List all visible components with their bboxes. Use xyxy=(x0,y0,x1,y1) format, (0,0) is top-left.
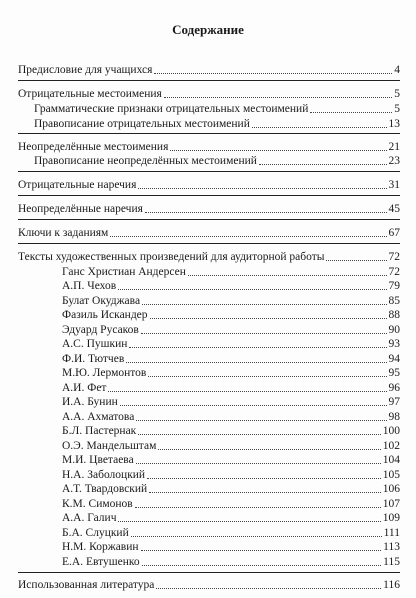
dot-leader xyxy=(118,289,386,290)
toc-entry xyxy=(62,380,400,395)
toc-entry-page: 88 xyxy=(388,309,400,321)
toc-entry-title: И.А. Бунин xyxy=(62,396,118,408)
toc-entry-page: 104 xyxy=(382,454,400,466)
toc-entry xyxy=(62,409,400,424)
toc-entry-title: Использованная литература xyxy=(18,579,155,591)
toc-entry-title: Отрицательные местоимения xyxy=(18,88,162,100)
toc-entry-page: 23 xyxy=(388,155,400,167)
dot-leader xyxy=(259,164,387,165)
dot-leader xyxy=(148,376,386,377)
toc-entry-title: Грамматические признаки отрицательных местоимений xyxy=(34,103,309,115)
toc-entry-page: 31 xyxy=(388,179,400,191)
dot-leader xyxy=(135,507,381,508)
toc-entry-page: 100 xyxy=(382,425,400,437)
toc-entry-page: 115 xyxy=(383,556,400,568)
toc-entry-page: 72 xyxy=(388,251,400,263)
toc-entry xyxy=(18,249,400,264)
toc-entry-title: Тексты художественных произведений для аудиторной работы xyxy=(18,251,325,263)
toc-entry xyxy=(62,481,400,496)
toc-entry-title: Н.А. Заболоцкий xyxy=(62,469,146,481)
toc-entry-page: 95 xyxy=(388,367,400,379)
toc-entry-title: Е.А. Евтушенко xyxy=(62,556,140,568)
toc-entry-title: Эдуард Русаков xyxy=(62,324,139,336)
toc-entry xyxy=(18,201,400,216)
toc-entry-title: А.А. Галич xyxy=(62,512,117,524)
dot-leader xyxy=(188,275,387,276)
toc-entry-page: 85 xyxy=(388,295,400,307)
toc-entry-title: Правописание отрицательных местоимений xyxy=(34,118,250,130)
dot-leader xyxy=(141,550,382,551)
toc-entry-title: О.Э. Мандельштам xyxy=(62,440,157,452)
toc-entry-page: 107 xyxy=(382,498,400,510)
dot-leader xyxy=(142,304,386,305)
toc-entry xyxy=(62,525,400,540)
dot-leader xyxy=(142,565,382,566)
toc-entry xyxy=(62,394,400,409)
toc-entry-title: Ганс Христиан Андерсен xyxy=(62,266,186,278)
toc-entry xyxy=(62,293,400,308)
toc-entry-title: Ф.И. Тютчев xyxy=(62,353,125,365)
toc-entry xyxy=(62,423,400,438)
toc-entry xyxy=(62,510,400,525)
toc-entry-title: Б.А. Слуцкий xyxy=(62,527,129,539)
toc-entry-title: Булат Окуджава xyxy=(62,295,141,307)
toc-entry-page: 79 xyxy=(388,280,400,292)
toc-entry-page: 109 xyxy=(382,512,400,524)
toc-entry-title: М.И. Цветаева xyxy=(62,454,134,466)
toc-entry-page: 45 xyxy=(388,203,400,215)
toc-entry-page: 94 xyxy=(388,353,400,365)
toc-entry-title: Отрицательные наречия xyxy=(18,179,137,191)
toc-entry xyxy=(34,116,400,131)
toc-entry xyxy=(62,467,400,482)
toc-entry xyxy=(18,86,400,101)
dot-leader xyxy=(136,420,386,421)
toc-entry-title: Н.М. Коржавин xyxy=(62,541,139,553)
section-divider xyxy=(18,195,400,196)
dot-leader xyxy=(164,97,392,98)
toc-entry-page: 67 xyxy=(388,227,400,239)
dot-leader xyxy=(108,391,386,392)
toc-entry xyxy=(62,554,400,569)
toc-entry-page: 72 xyxy=(388,266,400,278)
toc-entry-title: А.А. Ахматова xyxy=(62,411,135,423)
dot-leader xyxy=(129,347,386,348)
toc-entry-page: 21 xyxy=(388,141,400,153)
dot-leader xyxy=(310,112,392,113)
toc-entry-title: М.Ю. Лермонтов xyxy=(62,367,147,379)
toc-entry xyxy=(18,225,400,240)
toc-entry xyxy=(62,278,400,293)
dot-leader xyxy=(138,188,386,189)
toc-entry-page: 4 xyxy=(394,64,400,76)
dot-leader xyxy=(136,463,381,464)
toc-entry-title: А.Т. Твардовский xyxy=(62,483,148,495)
toc-entry xyxy=(62,336,400,351)
toc-entry-title: Предисловие для учащихся xyxy=(18,64,153,76)
dot-leader xyxy=(131,536,382,537)
section-divider xyxy=(18,243,400,244)
toc-entry-title: Ключи к заданиям xyxy=(18,227,109,239)
toc-entry-page: 5 xyxy=(394,103,400,115)
dot-leader xyxy=(141,333,387,334)
toc-entry-title: Фазиль Искандер xyxy=(62,309,148,321)
toc-entry xyxy=(62,438,400,453)
dot-leader xyxy=(126,362,386,363)
toc-entry xyxy=(62,322,400,337)
dot-leader xyxy=(120,405,387,406)
toc-entry xyxy=(18,139,400,154)
toc-entry-page: 105 xyxy=(382,469,400,481)
dot-leader xyxy=(326,260,386,261)
section-divider xyxy=(18,133,400,134)
dot-leader xyxy=(158,449,380,450)
toc-entry xyxy=(18,62,400,77)
dot-leader xyxy=(154,73,392,74)
page-title: Содержание xyxy=(172,22,244,37)
section-divider xyxy=(18,219,400,220)
toc-entry xyxy=(62,365,400,380)
dot-leader xyxy=(252,127,387,128)
toc-entry xyxy=(62,496,400,511)
section-divider xyxy=(18,171,400,172)
toc-entry-page: 5 xyxy=(394,88,400,100)
dot-leader xyxy=(110,236,386,237)
toc-entry xyxy=(18,177,400,192)
toc-entry-page: 93 xyxy=(388,338,400,350)
toc-entry xyxy=(62,452,400,467)
toc-entry-page: 111 xyxy=(383,527,400,539)
toc-entry xyxy=(34,101,400,116)
dot-leader xyxy=(156,588,381,589)
toc-entry-page: 116 xyxy=(383,579,400,591)
toc-entry xyxy=(18,577,400,592)
toc-entry xyxy=(62,539,400,554)
toc-entry-title: К.М. Симонов xyxy=(62,498,133,510)
dot-leader xyxy=(138,434,380,435)
dot-leader xyxy=(170,150,386,151)
toc-entry xyxy=(62,307,400,322)
toc-entry xyxy=(34,153,400,168)
toc-entry-page: 97 xyxy=(388,396,400,408)
toc-entry-title: Неопределённые наречия xyxy=(18,203,143,215)
toc-entry-page: 106 xyxy=(382,483,400,495)
toc-entry-page: 102 xyxy=(382,440,400,452)
dot-leader xyxy=(118,521,380,522)
toc-entry-title: Б.Л. Пастернак xyxy=(62,425,137,437)
toc-entry-page: 98 xyxy=(388,411,400,423)
section-divider xyxy=(18,80,400,81)
toc-entry-title: Неопределённые местоимения xyxy=(18,141,169,153)
toc-entry-title: А.П. Чехов xyxy=(62,280,117,292)
toc-entry xyxy=(62,264,400,279)
toc-entry-page: 90 xyxy=(388,324,400,336)
toc-entry-page: 113 xyxy=(383,541,400,553)
dot-leader xyxy=(145,212,387,213)
dot-leader xyxy=(149,492,381,493)
toc-entry-page: 96 xyxy=(388,382,400,394)
dot-leader xyxy=(150,318,387,319)
toc-entry-title: А.С. Пушкин xyxy=(62,338,128,350)
dot-leader xyxy=(147,478,381,479)
toc-entry xyxy=(62,351,400,366)
section-divider xyxy=(18,572,400,573)
toc-entry-title: Правописание неопределённых местоимений xyxy=(34,155,257,167)
toc-entry-title: А.И. Фет xyxy=(62,382,107,394)
toc-entry-page: 13 xyxy=(388,118,400,130)
